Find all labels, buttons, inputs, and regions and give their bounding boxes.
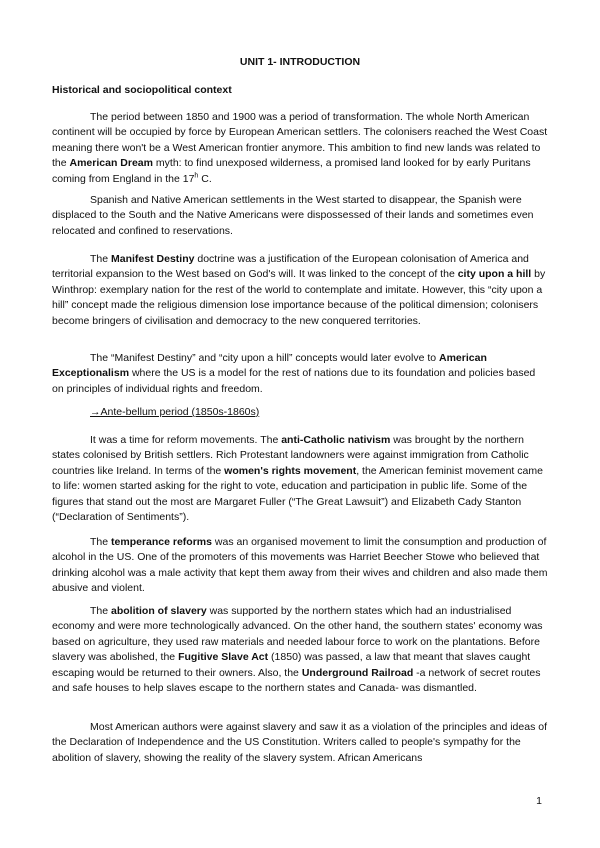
paragraph-3: The Manifest Destiny doctrine was a justification of the European colonisation of America and territorial expansion to the West based on God's will. It was linked to the concept of the city upon a hill by Winthrop: exemplary nation for the rest of the world to contemplate and imitate. However, this “city upon a hill” concept made the religious dimension lose importance because of the political dimension; colonisers become bringers of civilisation and democracy to the new conquered territories. xyxy=(52,253,546,327)
paragraph-5: It was a time for reform movements. The anti-Catholic nativism was brought by the northern states colonised by British settlers. Rich Protestant landowners were against immigration from Catholic countries like Ireland. In terms of the women's rights movement, the American feminist movement came to life: women started asking for the right to vote, education and participation in public life. Some of the figures that stand out the most are Margaret Fuller (“The Great Lawsuit”) and Elizabeth Cady Stanton (“Declaration of Sentiments”). xyxy=(52,434,543,524)
paragraph-7: The abolition of slavery was supported by the northern states which had an industrialised economy and were more technologically advanced. On the other hand, the southern states' economy was based on agriculture, they used raw materials and needed labour force to work on the plantations. Before slavery was abolished, the Fugitive Slave Act (1850) was passed, a law that meant that slaves caught escaping would be returned to their owners. Also, the Underground Railroad -a network of secret routes and safe houses to help slaves escape to the northern states and Canada- was dismantled. xyxy=(52,605,543,695)
section-heading: Historical and sociopolitical context xyxy=(52,84,232,96)
paragraph-6: The temperance reforms was an organised movement to limit the consumption and production of alcohol in the US. One of the promoters of this movements was Harriet Beecher Stowe who believed that drinking alcohol was a male activity that kept them away from their wives and children and also made them abusive and violent. xyxy=(52,536,548,595)
paragraph-8: Most American authors were against slavery and saw it as a violation of the principles and ideas of the Declaration of Independence and the US Constitution. Writers called to people's sympathy for the abolition of slavery, showing the reality of the slavery system. African Americans xyxy=(52,721,547,764)
paragraph-2: Spanish and Native American settlements in the West started to disappear, the Spanish were displaced to the South and the Native Americans were dispossessed of their lands and sometimes even relocated and confined to reservations. xyxy=(52,194,534,237)
page-number: 1 xyxy=(536,795,542,807)
paragraph-1: The period between 1850 and 1900 was a period of transformation. The whole North American continent will be occupied by force by European American settlers. The colonisers reached the West Coast meaning there won't be a West American frontier anymore. This ambition to find new lands was related to the American Dream myth: to find unexposed wilderness, a promised land looked for by early Puritans coming from England in the 17$^h$ C. xyxy=(52,111,548,185)
page-title: UNIT 1- INTRODUCTION xyxy=(239,56,361,68)
subheading-ante-bellum: →Ante-bellum period (1850s-1860s) xyxy=(90,406,260,418)
paragraph-4: The “Manifest Destiny” and “city upon a hill” concepts would later evolve to American Exceptionalism where the US is a model for the rest of nations due to its foundation and policies based on principles of individual rights and freedom. xyxy=(52,352,536,395)
